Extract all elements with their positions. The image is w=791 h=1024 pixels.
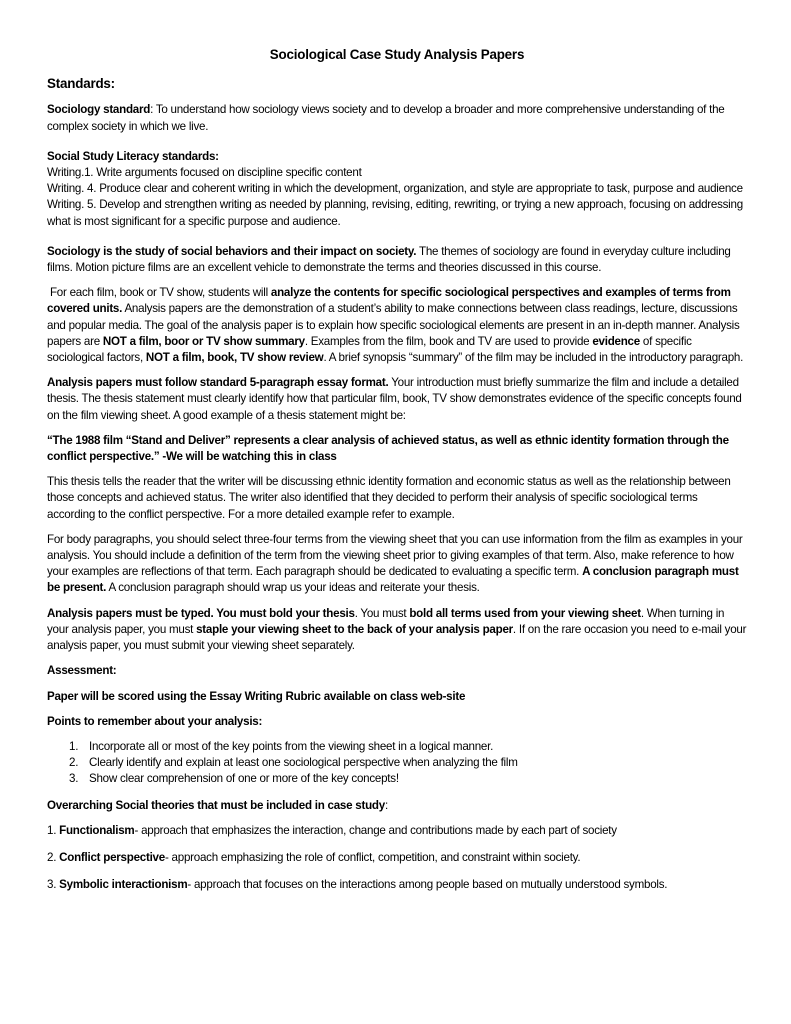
text: . Examples from the film, book and TV are used to provide	[304, 334, 593, 348]
bold-text: Analysis papers must be typed. You must bold your thesis	[47, 606, 355, 620]
literacy-standard-line: Writing. 4. Produce clear and coherent writing in which the development, organization, and style are appropriate to task, purpose and audience	[47, 182, 743, 196]
theory-item-symbolic-interactionism: 3. Symbolic interactionism- approach that focuses on the interactions among people based on mutually understood symbols.	[47, 878, 668, 892]
bold-text: Sociology is the study of social behaviors and their impact on society.	[47, 244, 417, 258]
list-item	[47, 755, 747, 771]
assessment-heading: Assessment:	[47, 664, 117, 678]
document-content	[47, 47, 747, 904]
sociology-standard-paragraph	[47, 102, 747, 134]
list-item-text: Show clear comprehension of one or more of the key concepts!	[89, 772, 399, 786]
points-heading: Points to remember about your analysis:	[47, 714, 263, 728]
theory-definition: - approach that focuses on the interactions among people based on mutually understood symbols.	[187, 878, 668, 892]
text: : To understand how sociology views society and to develop a broader and more comprehensive understanding of the complex society in which we live.	[47, 103, 725, 133]
theory-term: Conflict perspective	[59, 850, 165, 864]
theory-item-conflict-perspective: 2. Conflict perspective- approach emphasizing the role of conflict, competition, and constraint within society.	[47, 850, 581, 864]
theory-item-functionalism: 1. Functionalism- approach that emphasizes the interaction, change and contributions made by each part of society	[47, 823, 617, 837]
literacy-standards-block	[47, 149, 747, 230]
text: of specific sociological factors,	[47, 334, 692, 365]
text: A conclusion paragraph should wrap us your ideas and reiterate your thesis.	[106, 581, 480, 595]
bold-text: staple your viewing sheet to the back of your analysis paper	[196, 622, 513, 636]
bold-text: NOT a film, boor or TV show summary	[102, 334, 305, 348]
text: . You must	[354, 606, 410, 620]
text: This thesis tells the reader that the writer will be discussing ethnic identity formation and economic status as well as the relationship between those concepts and achieved status. The writer also identified that they decided to perform their analysis of specific sociological terms according to the conflict perspective. For a more detailed example refer to example.	[47, 475, 731, 521]
points-list	[47, 739, 747, 788]
literacy-standard-line: Writing.1. Write arguments focused on discipline specific content	[47, 166, 362, 180]
list-item-number: 3.	[69, 772, 79, 786]
literacy-standard-line: Writing. 5. Develop and strengthen writing as needed by planning, revising, editing, rewriting, or trying a new approach, focusing on addressing what is most significant for a specific purpose and audience.	[47, 198, 743, 228]
bold-text: Analysis papers must follow standard 5-paragraph essay format.	[47, 376, 389, 390]
thesis-example-paragraph	[47, 433, 747, 465]
sociology-definition-paragraph	[47, 244, 747, 276]
text: For body paragraphs, you should select three-four terms from the viewing sheet that you can use information from the film as examples in your analysis. You should include a definition of the term from the viewing sheet prior to giving examples of that term. Also, make reference to how your examples are reflections of that term. Each paragraph should be dedicated to evaluating a specific term.	[47, 532, 743, 579]
analysis-intro-paragraph	[47, 285, 747, 366]
bold-text: “The 1988 film “Stand and Deliver” represents a clear analysis of achieved status, as well as ethnic identity formation through the conflict perspective.” -We will be watching this in class	[47, 433, 729, 464]
typing-requirements-paragraph	[47, 606, 747, 655]
theory-term: Symbolic interactionism	[59, 878, 188, 892]
assessment-text: Paper will be scored using the Essay Writing Rubric available on class web-site	[47, 689, 466, 703]
text: . A brief synopsis “summary” of the film may be included in the introductory paragraph.	[323, 351, 744, 365]
literacy-standards-heading: Social Study Literacy standards:	[47, 149, 219, 163]
theory-term: Functionalism	[59, 823, 135, 837]
bold-text: NOT a film, book, TV show review	[145, 351, 324, 365]
text: The themes of sociology are found in everyday culture including films. Motion picture films are an excellent vehicle to demonstrate the terms and theories discussed in this course.	[47, 244, 731, 275]
text: For each film, book or TV show, students will	[47, 286, 271, 300]
bold-text: Sociology standard	[47, 103, 151, 117]
body-paragraphs-paragraph	[47, 532, 747, 597]
document-title: Sociological Case Study Analysis Papers	[269, 47, 525, 62]
list-item	[47, 739, 747, 755]
thesis-explanation-paragraph	[47, 474, 747, 523]
bold-text: evidence	[592, 334, 640, 348]
list-item-text: Clearly identify and explain at least one sociological perspective when analyzing the film	[89, 756, 518, 770]
essay-format-paragraph	[47, 375, 747, 424]
standards-heading: Standards:	[47, 76, 115, 92]
list-item-text: Incorporate all or most of the key points from the viewing sheet in a logical manner.	[89, 739, 494, 753]
bold-text: A conclusion paragraph must be present.	[47, 565, 739, 595]
theories-heading: Overarching Social theories that must be included in case study:	[47, 798, 388, 812]
bold-text: analyze the contents for specific sociological perspectives and examples of terms from covered units.	[47, 286, 731, 316]
bold-text: bold all terms used from your viewing sheet	[409, 606, 641, 620]
text: Analysis papers are the demonstration of a student’s ability to make connections between class readings, lecture, discussions and popular media. The goal of the analysis paper is to explain how specific sociological elements are present in an in-depth manner. Analysis papers are	[47, 302, 740, 348]
theory-definition: - approach that emphasizes the interaction, change and contributions made by each part of society	[134, 823, 617, 837]
text: . If on the rare occasion you need to e-mail your analysis paper, you must submit your viewing sheet separately.	[47, 622, 747, 653]
text: Your introduction must briefly summarize the film and include a detailed thesis. The thesis statement must clearly identify how that particular film, book, TV show demonstrates evidence of the specific concepts found on the film viewing sheet. A good example of a thesis statement might be:	[47, 376, 742, 422]
list-item	[47, 771, 747, 787]
list-item-number: 2.	[69, 756, 79, 770]
list-item-number: 1.	[69, 739, 79, 753]
theory-definition: - approach emphasizing the role of conflict, competition, and constraint within society.	[164, 850, 581, 864]
text: . When turning in your analysis paper, you must	[47, 606, 725, 636]
